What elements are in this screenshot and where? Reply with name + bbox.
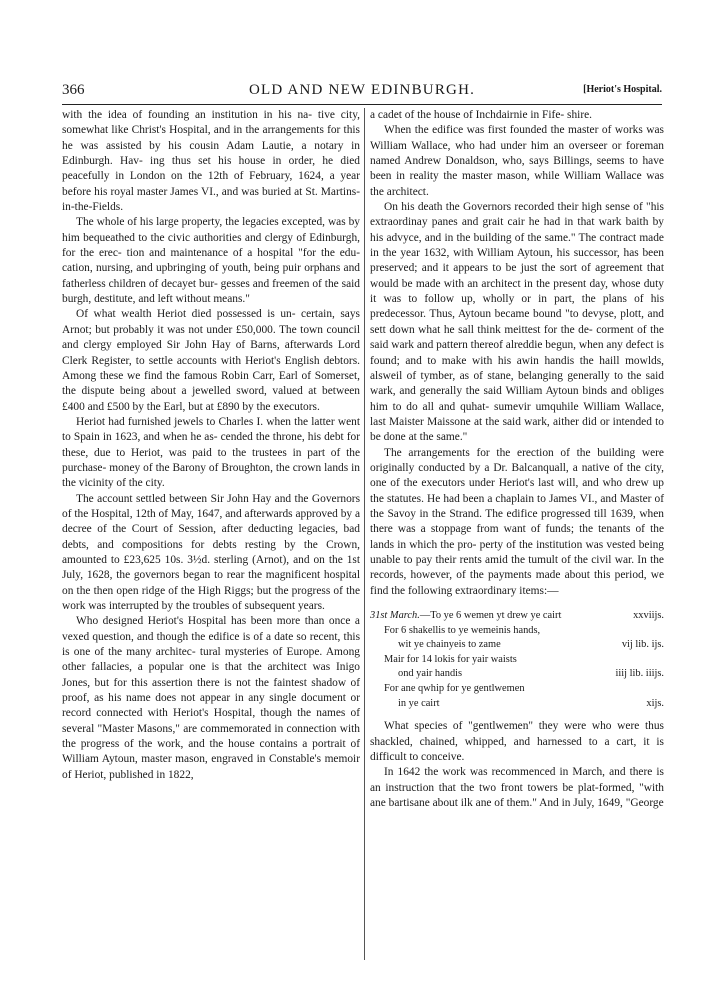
page-header	[62, 82, 662, 102]
paragraph: Of what wealth Heriot died possessed is un- certain, says Arnot; but probably it was not under £50,000. The town council and clergy employed Sir John Hay of Barns, afterwards Lord Clerk Register, to settle accounts with Heriot's English debtors. Among these we find the famous Robin Carr, Earl of Somerset, the dispute being about a jewelled sword, valued at between £400 and £500 by the Earl, but at £890 by the executors.	[62, 308, 360, 413]
paragraph: The whole of his large property, the legacies excepted, was by him bequeathed to the civic authorities and clergy of Edinburgh, for the erec- tion and maintenance of a hospital "for the edu- cation, nursing, and upbringing of youth, being puir orphans and fatherless children of decayet bur- gesses and freemen of the said burgh, destitute, and left without means."	[62, 216, 360, 306]
account-line	[370, 624, 664, 639]
account-text: Mair for 14 lokis for yair waists	[384, 653, 517, 665]
account-date: 31st March.	[370, 610, 420, 621]
account-text: ond yair handis	[398, 668, 463, 680]
section-title: [Heriot's Hospital.	[583, 84, 662, 95]
account-amount: xijs.	[646, 697, 664, 709]
paragraph: a cadet of the house of Inchdairnie in Fife- shire.	[370, 109, 593, 121]
left-column	[62, 108, 360, 783]
paragraph: Who designed Heriot's Hospital has been more than once a vexed question, and though the edifice is of a date so recent, this is one of the many architec- tural mysteries of Europe. Among other fallacies, a popular one is that the architect was Inigo Jones, but for this assertion there is not the faintest shadow of proof, as his name does not appear in any single document or record connected with Heriot's Hospital, though the names of several "Master Masons," are commemorated in connection with the progress of the work, and the house contains a portrait of William Aytoun, master mason, engraved in Constable's memoir of Heriot, published in 1822,	[62, 615, 360, 781]
account-line	[370, 697, 664, 712]
accounts-extract	[370, 609, 664, 711]
account-text: For 6 shakellis to ye wemeinis hands,	[384, 624, 541, 636]
account-line	[370, 667, 664, 682]
account-text: wit ye chainyeis to zame	[398, 639, 501, 651]
right-column	[370, 108, 664, 811]
account-text: —To ye 6 wemen yt drew ye cairt	[419, 610, 562, 621]
account-text: For ane qwhip for ye gentlwemen	[384, 682, 525, 694]
paragraph: Heriot had furnished jewels to Charles I. when the latter went to Spain in 1623, and when he as- cended the throne, his debt for these, due to Heriot, was paid to the trustees in part of the purchase- money of the Barony of Broughton, the crown lands in the vicinity of the city.	[62, 415, 360, 490]
account-line	[370, 653, 664, 668]
account-line	[370, 638, 664, 653]
paragraph: On his death the Governors recorded their high sense of "his extraordinay panes and grait cair he had in that wark baith by his advyce, and in the building of the same." The contract made in the year 1632, with William Aytoun, his successor, has been preserved; and it appears to be just the sort of agreement that would be made with an architect in the present day, whose duty it was to follow up, wholly or in part, the plans of his predecessor. Thus, Aytoun became bound "to devyse, plott, and sett down what he sall think meittest for the de- corment of the said wark and pattern thereof alreddie begun, when any defect is found; and to make with his awin handis the haill mowlds, alsweil of tymber, as of stane, belanging generally to the said wark, and generally the said William Aytoun binds and obliges him to do all and quhat- sumevir umquhile William Wallace, last Maister Maissone at the said wark, aither did or intended to be done at the same."	[370, 201, 664, 444]
account-amount: vij lib. ijs.	[621, 639, 664, 651]
paragraph: The arrangements for the erection of the building were originally conducted by a Dr. Balcanquall, a native of the city, one of the executors under Heriot's last will, and who drew up the statutes. He had been a chaplain to James VI., and Master of the Savoy in the Strand. The edifice progressed till 1639, when there was a stoppage from want of funds; the tenants of the lands in which the pro- perty of the institution was vested being unable to pay their rents amid the tumult of the civil war. In the records, however, of the payments made about this period, we find the following extraordinary items:—	[370, 446, 664, 597]
account-amount: xxviijs.	[633, 610, 664, 621]
paragraph: In 1642 the work was recommenced in March, and there is an instruction that the two front towers be plat-formed, "with ane bartisane about ilk ane of them." And in July, 1649, "George	[370, 766, 664, 809]
paragraph: When the edifice was first founded the master of works was William Wallace, who had under him an overseer or foreman named Andrew Donaldson, who, says Billings, seems to have been in reality the master mason, while William Wallace was the architect.	[370, 124, 664, 198]
account-amount: iiij lib. iiijs.	[615, 668, 664, 680]
page-number: 366	[62, 82, 85, 98]
running-title: OLD AND NEW EDINBURGH.	[248, 82, 476, 98]
paragraph: What species of "gentlwemen" they were who were thus shackled, chained, whipped, and harnessed to a cart, it is difficult to conceive.	[370, 720, 664, 763]
header-rule	[62, 104, 662, 105]
account-line	[370, 682, 664, 697]
account-text: in ye cairt	[398, 697, 440, 709]
paragraph: with the idea of founding an institution in his na- tive city, somewhat like Christ's Hospital, and in the arrangements for this he was assisted by his cousin Adam Lautie, a notary in Edinburgh. Hav- ing thus set his house in order, he died peacefully in London on the 12th of February, 1624, a year before his royal master James VI., and was buried at St. Martins-in-the-Fields.	[62, 109, 360, 214]
paragraph: The account settled between Sir John Hay and the Governors of the Hospital, 12th of May, 1647, and afterwards approved by a decree of the Court of Session, after deducting legacies, bad debts, and compositions for debts resting by the Crown, amounted to £23,625 10s. 3½d. sterling (Arnot), and on the 1st July, 1628, the governors began to rear the magnificent hospital on the then open ridge of the High Riggs; but the progress of the work was interrupted by the troubles of subsequent years.	[62, 492, 360, 612]
column-divider	[364, 108, 365, 960]
account-line	[370, 609, 664, 624]
